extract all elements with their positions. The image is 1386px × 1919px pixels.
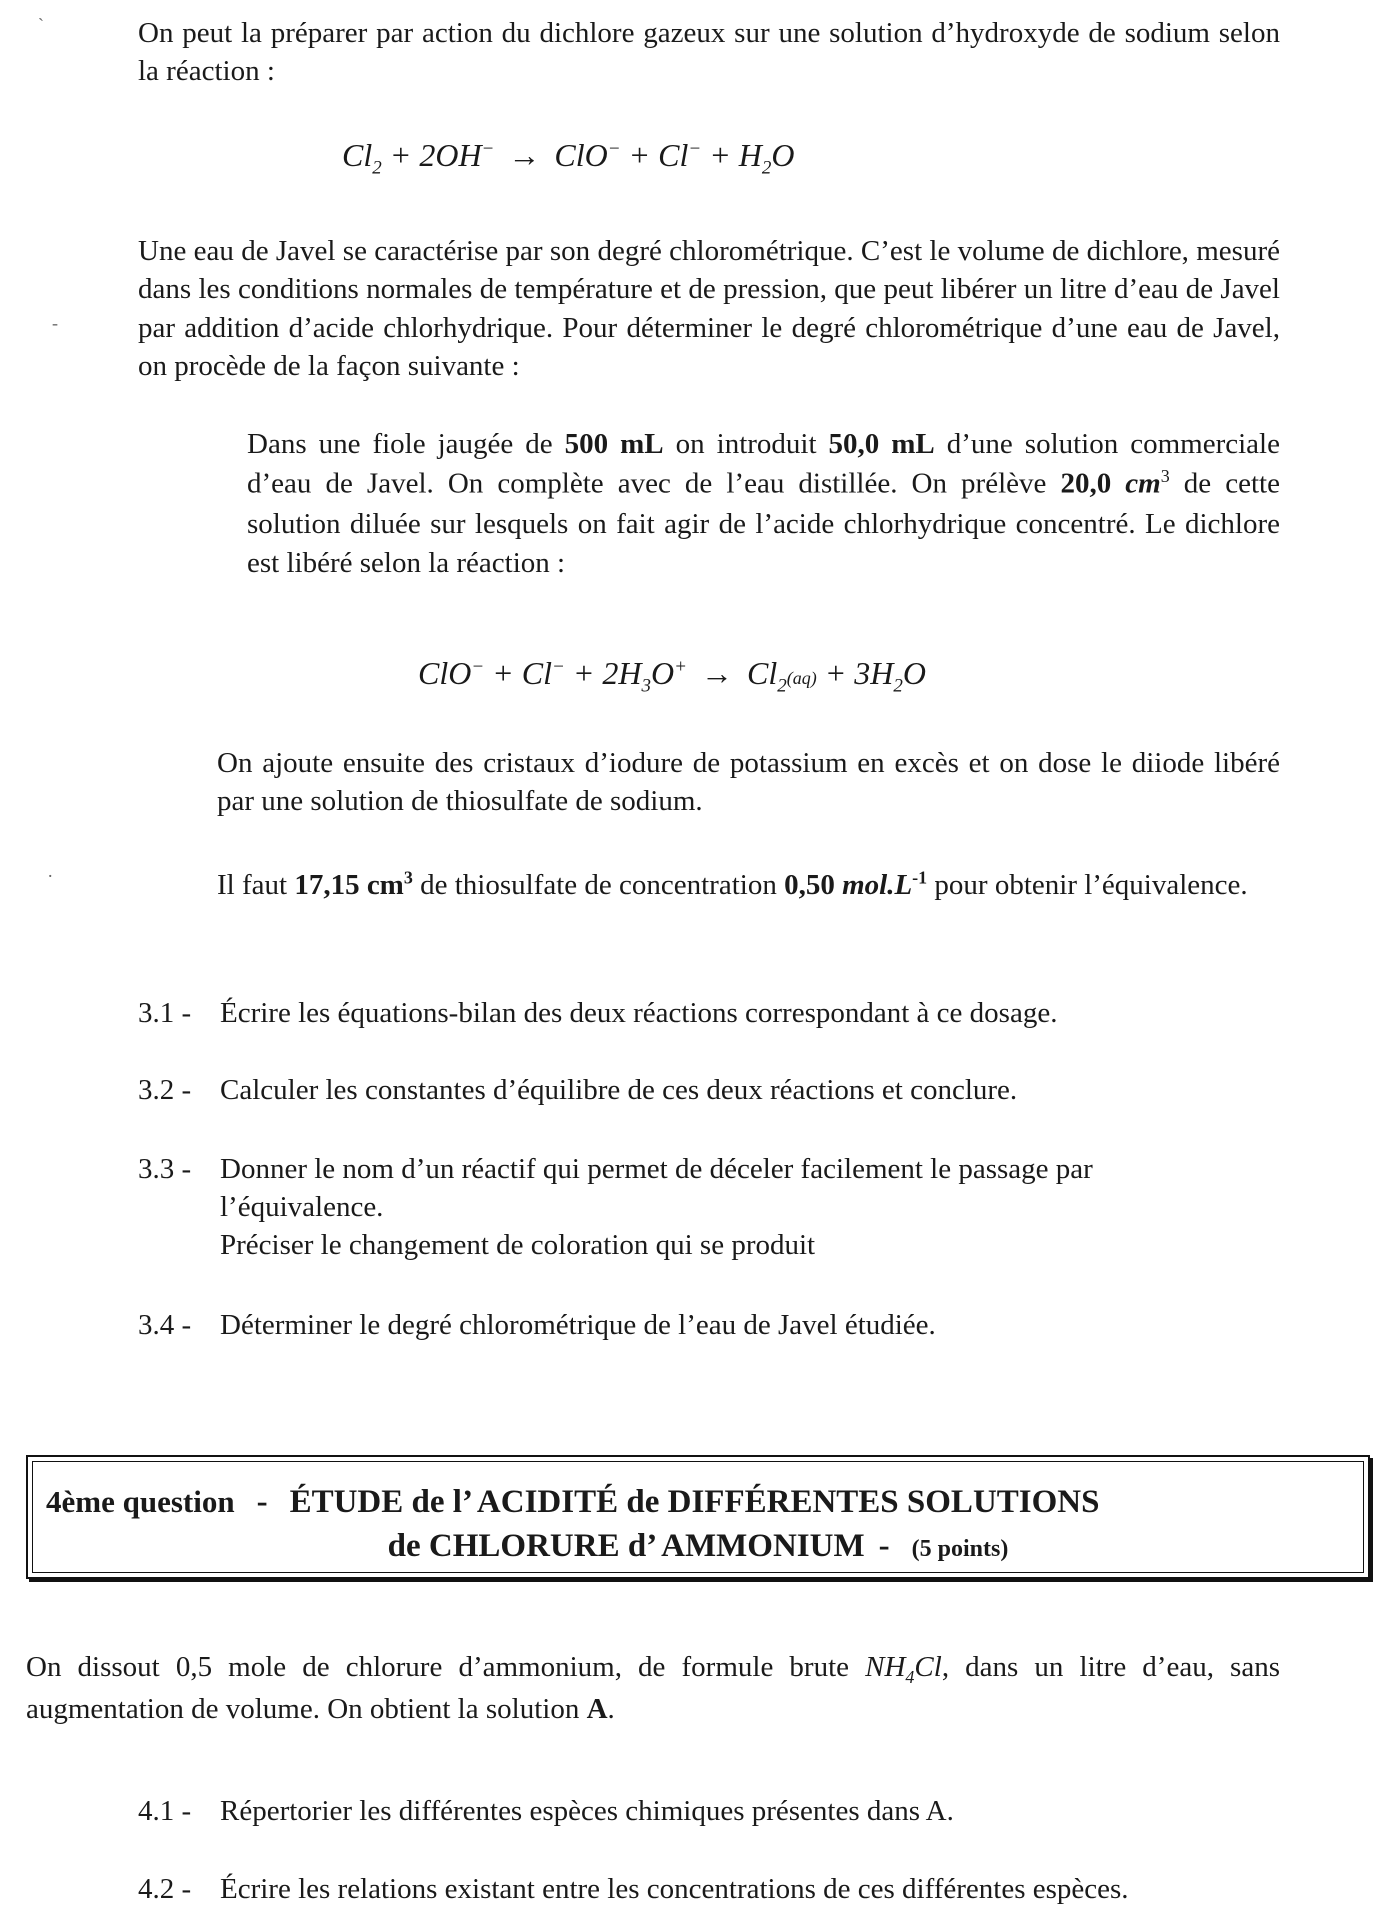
section-4-title-line-2: de CHLORURE d’ AMMONIUM - (5 points) <box>387 1528 1009 1564</box>
question-3-2: 3.2 - Calculer les constantes d’équilibre de ces deux réactions et conclure. <box>138 1074 1018 1106</box>
intro-paragraph: On peut la préparer par action du dichlore gazeux sur une solution d’hydroxyde de sodium selon la réaction : <box>138 17 1280 88</box>
scan-speck: - <box>52 313 58 333</box>
question-3-3: 3.3 - Donner le nom d’un réactif qui permet de déceler facilement le passage par l’équivalence. Préciser le changement de coloration qui se produit <box>138 1150 1093 1188</box>
question-3-1: 3.1 - Écrire les équations-bilan des deux réactions correspondant à ce dosage. <box>138 997 1058 1029</box>
equivalence-paragraph: Il faut 17,15 $cm^3$ de thiosulfate de concentration 0,50 $mol.L^{-1}$ pour obtenir l’équivalence. <box>217 867 1248 901</box>
section-4-heading-box <box>26 1455 1370 1579</box>
question-3-3-continuation: l’équivalence. Préciser le changement de coloration qui se produit <box>220 1191 816 1262</box>
section-4-title-line-1: 4ème question - ÉTUDE de l’ ACIDITÉ de DIFFÉRENTES SOLUTIONS <box>46 1484 1100 1520</box>
iodide-paragraph: On ajoute ensuite des cristaux d’iodure de potassium en excès et on dose le diiode libéré par une solution de thiosulfate de sodium. <box>217 747 1280 818</box>
question-4-2: 4.2 - Écrire les relations existant entre les concentrations de ces différentes espèces. <box>138 1873 1129 1905</box>
question-4-1: 4.1 - Répertorier les différentes espèces chimiques présentes dans A. <box>138 1795 954 1827</box>
question-3-4: 3.4 - Déterminer le degré chlorométrique de l’eau de Javel étudiée. <box>138 1309 936 1341</box>
equation-chlorine-hydroxide: $Cl_2 + 2OH^- \to ClO^- + Cl^- + H_2O$ <box>342 137 795 179</box>
definition-paragraph: Une eau de Javel se caractérise par son degré chlorométrique. C’est le volume de dichlore, mesuré dans les conditions normales de température et de pression, que peut libérer un litre d’eau de Javel par addition d’acide chlorhydrique. Pour déterminer le degré chlorométrique d’une eau de Javel, on procède de la façon suivante : <box>138 235 1280 382</box>
scan-speck: ` <box>38 15 44 35</box>
procedure-paragraph: Dans une fiole jaugée de 500 mL on introduit 50,0 mL d’une solution commerciale d’eau de Javel. On complète avec de l’eau distillée. On prélève 20,0 $cm^3$ de cette solution diluée sur lesquels on fait agir de l’acide chlorhydrique concentré. Le dichlore est libéré selon la réaction : <box>247 428 1280 579</box>
scan-speck: . <box>48 861 53 881</box>
section-4-intro-paragraph: On dissout 0,5 mole de chlorure d’ammonium, de formule brute $NH_4Cl$, dans un litre d’eau, sans augmentation de volume. On obtient la solution A. <box>26 1651 1281 1725</box>
equation-dichlorine-release: $ClO^- + Cl^- + 2H_3O^+ \to Cl_2(aq) + 3H_2O$ <box>418 655 927 697</box>
